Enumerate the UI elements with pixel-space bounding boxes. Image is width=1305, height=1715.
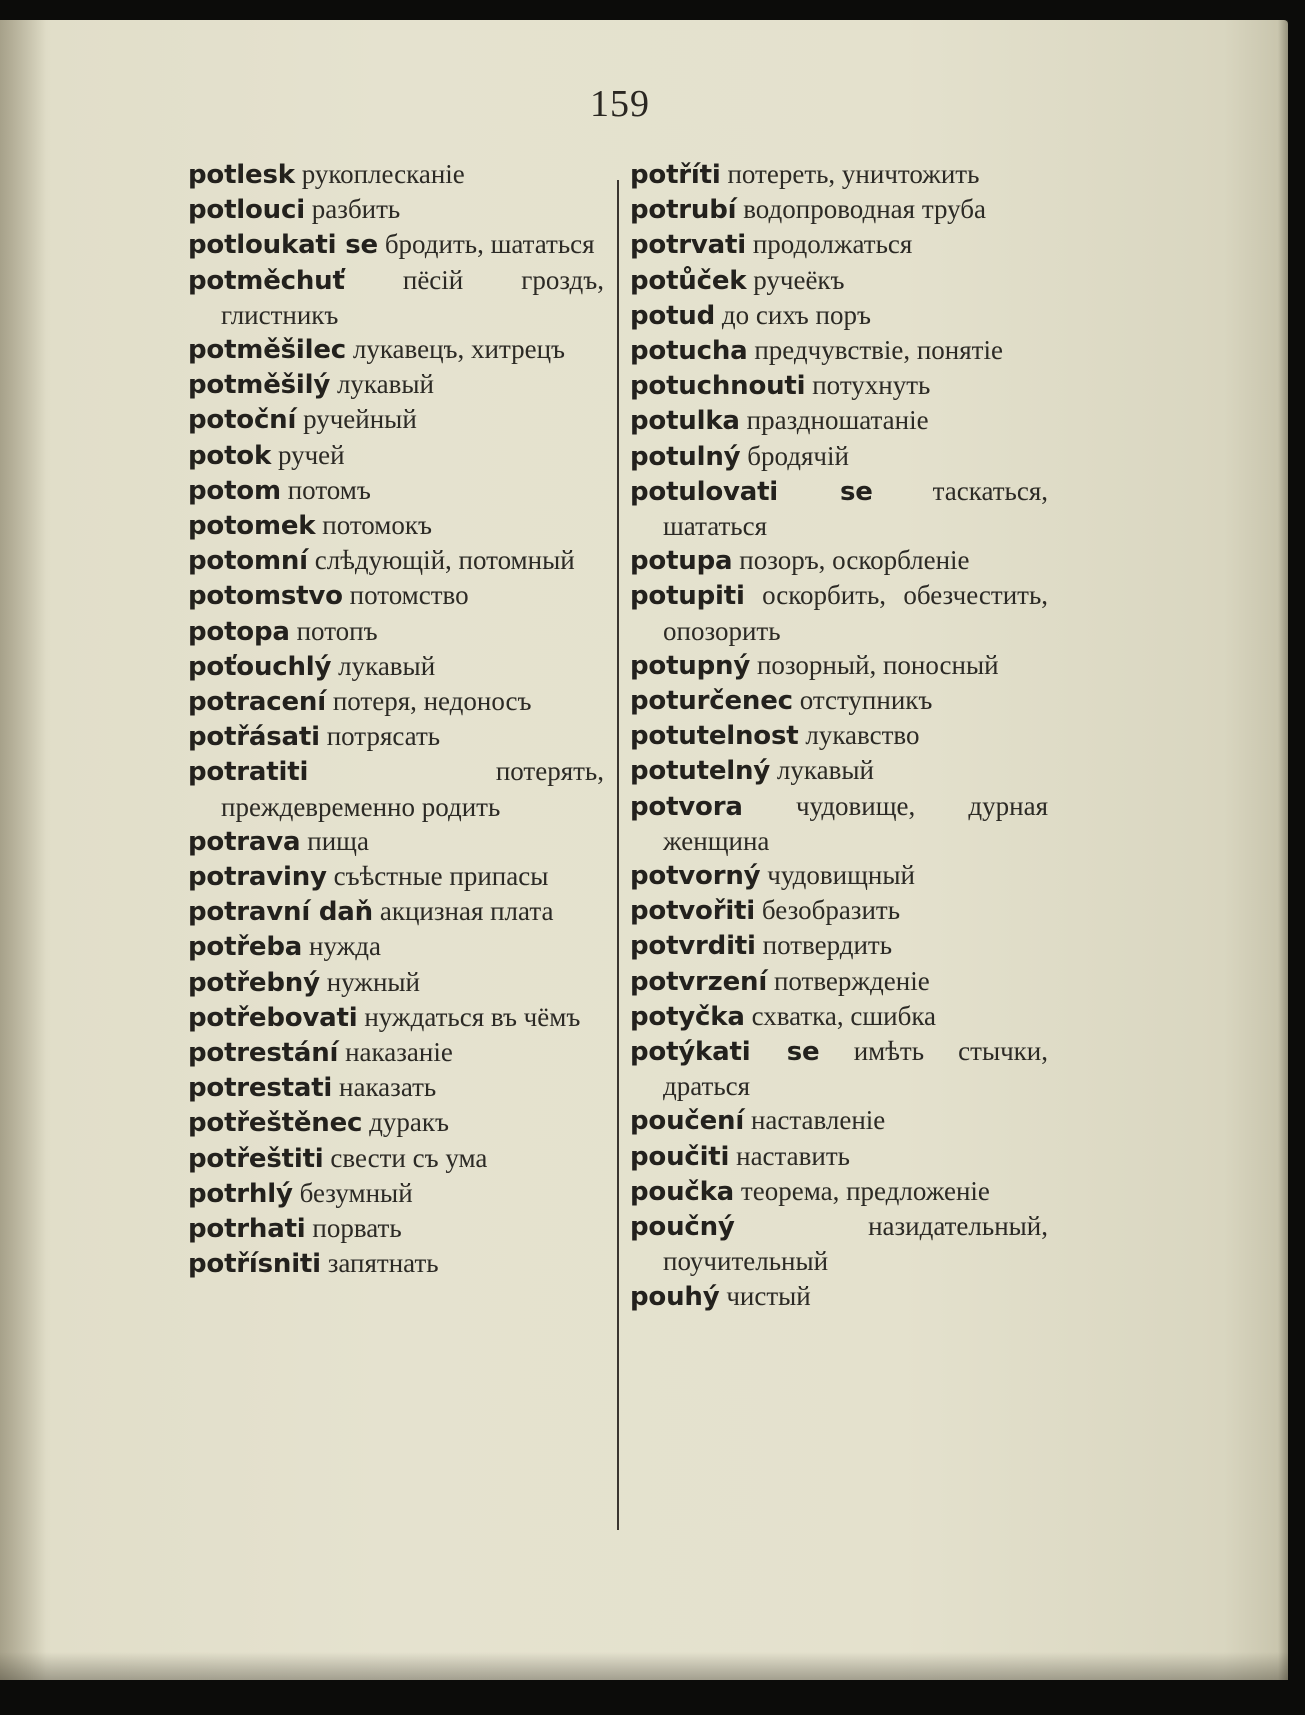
entry-translation: назидательный, поучительный	[663, 1211, 1048, 1277]
entry-headword: potřísniti	[188, 1249, 321, 1280]
entry-translation: праздношатаніе	[746, 405, 929, 436]
entry-translation: лукавецъ, хитрецъ	[352, 334, 565, 365]
entry-translation: ручей	[277, 439, 345, 470]
page-edge	[1278, 20, 1288, 1680]
page-number: 159	[590, 83, 650, 125]
dictionary-entry	[630, 1174, 1048, 1209]
entry-headword: potrhlý	[188, 1178, 293, 1209]
dictionary-entry	[188, 719, 604, 754]
dictionary-entry	[188, 684, 604, 719]
entry-translation: нужный	[326, 966, 420, 997]
dictionary-entry	[630, 789, 1048, 858]
entry-translation: акцизная плата	[379, 896, 554, 927]
entry-translation: потухнуть	[812, 370, 931, 401]
entry-translation: таскаться, шататься	[663, 475, 1048, 542]
entry-headword: potoční	[188, 405, 297, 436]
dictionary-entry	[630, 368, 1048, 403]
entry-translation: потомъ	[287, 474, 371, 505]
dictionary-entry	[630, 1139, 1048, 1174]
entry-translation: ручеёкъ	[753, 264, 845, 295]
entry-headword: potupa	[630, 546, 733, 577]
entry-translation: потопъ	[296, 615, 378, 646]
entry-headword: poučka	[630, 1176, 735, 1207]
entry-translation: потомокъ	[322, 510, 432, 541]
dictionary-entry	[630, 543, 1048, 578]
dictionary-entry	[188, 1141, 604, 1176]
dictionary-entry	[188, 894, 604, 929]
dictionary-entry	[630, 192, 1048, 227]
dictionary-entry	[630, 999, 1048, 1034]
dictionary-entry	[188, 1211, 604, 1246]
dictionary-entry	[188, 824, 604, 859]
entry-translation: нужда	[309, 931, 381, 962]
entry-headword: potud	[630, 300, 716, 331]
entry-headword: potloukati se	[188, 230, 378, 261]
dictionary-entry	[188, 1070, 604, 1105]
entry-headword: poučiti	[630, 1141, 730, 1172]
dictionary-entry	[630, 227, 1048, 262]
entry-translation: оскорбить, обезчестить, опозорить	[663, 580, 1049, 646]
entry-headword: potopa	[188, 616, 290, 647]
dictionary-entry	[630, 753, 1048, 788]
entry-translation: безумный	[299, 1177, 413, 1208]
entry-headword: potřebovati	[188, 1002, 358, 1033]
dictionary-entry	[188, 578, 604, 613]
entry-headword: potůček	[630, 265, 747, 296]
entry-headword: potrestati	[188, 1073, 333, 1104]
dictionary-entry	[188, 1035, 604, 1070]
entry-headword: potrhati	[188, 1214, 306, 1245]
dictionary-entry	[630, 263, 1048, 298]
entry-translation: наставить	[736, 1140, 850, 1171]
entry-translation: схватка, сшибка	[751, 1000, 937, 1031]
entry-translation: бродячій	[747, 440, 849, 471]
entry-translation: имѣть стычки, драться	[663, 1036, 1048, 1102]
entry-headword: potratiti	[188, 757, 309, 788]
dictionary-entry	[188, 859, 604, 894]
dictionary-entry	[188, 754, 604, 823]
entry-translation: до сихъ поръ	[721, 299, 871, 330]
entry-translation: позоръ, оскорбленіе	[739, 545, 970, 576]
dictionary-entry	[188, 157, 604, 192]
dictionary-entry	[630, 1034, 1048, 1103]
entry-translation: безобразить	[761, 895, 901, 926]
entry-translation: наставленіе	[750, 1105, 886, 1136]
dictionary-entry	[630, 1103, 1048, 1138]
dictionary-entry	[188, 367, 604, 402]
entry-headword: poučný	[630, 1212, 735, 1243]
entry-headword: poučení	[630, 1106, 745, 1137]
entry-headword: potvora	[630, 791, 743, 822]
entry-translation: чудовище, дурная женщина	[663, 790, 1048, 856]
entry-headword: potvrzení	[630, 966, 768, 997]
dictionary-entry	[630, 578, 1048, 647]
entry-headword: potutelnost	[630, 721, 799, 752]
dictionary-entry	[630, 403, 1048, 438]
dictionary-entry	[188, 332, 604, 367]
entry-headword: potulka	[630, 406, 740, 437]
entry-translation: пёсій гроздъ, глистникъ	[221, 264, 604, 330]
entry-headword: potomní	[188, 546, 308, 577]
entry-headword: potulný	[630, 441, 741, 472]
entry-headword: potomek	[188, 511, 316, 542]
right-column	[630, 157, 1048, 1314]
entry-translation: бродить, шататься	[384, 229, 595, 260]
entry-headword: poťouchlý	[188, 651, 332, 682]
entry-headword: potýkati se	[630, 1037, 820, 1068]
dictionary-entry	[188, 473, 604, 508]
dictionary-entry	[188, 1176, 604, 1211]
entry-translation: потеря, недоносъ	[332, 686, 532, 717]
entry-translation: дуракъ	[369, 1107, 449, 1138]
dictionary-entry	[630, 1279, 1048, 1314]
entry-translation: позорный, поносный	[756, 649, 999, 680]
dictionary-entry	[188, 543, 604, 578]
entry-translation: чудовищный	[767, 860, 915, 891]
dictionary-entry	[630, 858, 1048, 893]
entry-translation: лукавство	[805, 720, 920, 751]
page-bottom-edge	[0, 1652, 1288, 1680]
entry-translation: нуждаться въ чёмъ	[364, 1001, 581, 1032]
entry-translation: теорема, предложеніе	[740, 1175, 990, 1206]
dictionary-entry	[630, 928, 1048, 963]
entry-headword: potměšilec	[188, 335, 346, 366]
entry-headword: potrvati	[630, 230, 746, 261]
dictionary-entry	[188, 965, 604, 1000]
entry-headword: potucha	[630, 336, 748, 367]
entry-translation: лукавый	[336, 369, 434, 400]
entry-translation: свести съ ума	[330, 1142, 488, 1173]
entry-headword: potřásati	[188, 722, 320, 753]
dictionary-entry	[188, 227, 604, 262]
dictionary-entry	[188, 929, 604, 964]
entry-translation: наказать	[339, 1072, 437, 1103]
column-divider	[617, 180, 619, 1530]
entry-headword: potřeštiti	[188, 1143, 324, 1174]
entry-translation: пища	[307, 825, 369, 856]
entry-headword: potulovati se	[630, 476, 873, 507]
dictionary-entry	[630, 893, 1048, 928]
dictionary-entry	[188, 614, 604, 649]
dictionary-entry	[630, 964, 1048, 999]
entry-headword: potrestání	[188, 1038, 339, 1069]
entry-headword: potom	[188, 475, 281, 506]
dictionary-entry	[188, 649, 604, 684]
entry-headword: potměšilý	[188, 370, 331, 401]
entry-translation: потвержденіе	[773, 965, 930, 996]
dictionary-entry	[188, 263, 604, 332]
entry-headword: poturčenec	[630, 686, 793, 717]
entry-headword: potracení	[188, 687, 326, 718]
entry-headword: potlouci	[188, 195, 305, 226]
dictionary-entry	[188, 508, 604, 543]
entry-headword: potlesk	[188, 160, 295, 190]
entry-translation: потрясать	[326, 721, 441, 752]
entry-translation: водопроводная труба	[743, 194, 986, 225]
entry-headword: potrava	[188, 826, 301, 857]
entry-translation: разбить	[311, 194, 401, 225]
entry-translation: потвердить	[762, 930, 893, 961]
dictionary-entry	[188, 1246, 604, 1281]
spine-shadow	[0, 20, 46, 1680]
entry-translation: слѣдующій, потомный	[314, 545, 575, 576]
entry-translation: предчувствіе, понятіе	[754, 335, 1003, 366]
entry-headword: potraviny	[188, 862, 327, 893]
entry-translation: запятнать	[327, 1248, 439, 1279]
entry-translation: рукоплесканіе	[301, 159, 465, 189]
entry-translation: продолжаться	[752, 229, 913, 260]
entry-headword: potřebný	[188, 967, 320, 998]
entry-translation: отступникъ	[799, 685, 933, 716]
dictionary-entry	[630, 1209, 1048, 1278]
dictionary-entry	[630, 298, 1048, 333]
dictionary-entry	[188, 402, 604, 437]
entry-translation: наказаніе	[345, 1037, 453, 1068]
entry-headword: potuchnouti	[630, 371, 806, 402]
entry-headword: pouhý	[630, 1281, 720, 1312]
entry-headword: potvorný	[630, 861, 761, 892]
entry-translation: чистый	[726, 1280, 811, 1311]
entry-translation: лукавый	[776, 755, 874, 786]
dictionary-entry	[188, 1105, 604, 1140]
entry-translation: порвать	[312, 1213, 402, 1244]
entry-translation: потерять, преждевременно родить	[221, 756, 604, 822]
entry-headword: potyčka	[630, 1001, 745, 1032]
entry-headword: potok	[188, 440, 272, 471]
entry-translation: ручейный	[303, 404, 417, 435]
entry-headword: potutelný	[630, 756, 771, 787]
entry-headword: potravní daň	[188, 897, 373, 928]
dictionary-entry	[630, 157, 1048, 192]
left-column	[188, 157, 604, 1282]
entry-headword: potvořiti	[630, 896, 755, 927]
entry-translation: потомство	[349, 580, 469, 611]
entry-headword: potřeba	[188, 932, 303, 963]
dictionary-entry	[630, 683, 1048, 718]
entry-headword: potříti	[630, 160, 721, 190]
entry-translation: потереть, уничтожить	[727, 159, 980, 189]
entry-headword: potměchuť	[188, 265, 345, 296]
entry-translation: съѣстные припасы	[333, 861, 549, 892]
entry-headword: potupiti	[630, 581, 745, 612]
entry-headword: potomstvo	[188, 581, 343, 612]
entry-headword: potřeštěnec	[188, 1108, 363, 1139]
dictionary-entry	[630, 718, 1048, 753]
dictionary-entry	[188, 438, 604, 473]
dictionary-entry	[630, 648, 1048, 683]
entry-headword: potrubí	[630, 195, 737, 226]
dictionary-entry	[188, 192, 604, 227]
entry-headword: potupný	[630, 650, 751, 681]
dictionary-entry	[630, 474, 1048, 543]
entry-headword: potvrditi	[630, 931, 756, 962]
dictionary-entry	[630, 439, 1048, 474]
dictionary-entry	[188, 1000, 604, 1035]
entry-translation: лукавый	[338, 650, 436, 681]
dictionary-entry	[630, 333, 1048, 368]
